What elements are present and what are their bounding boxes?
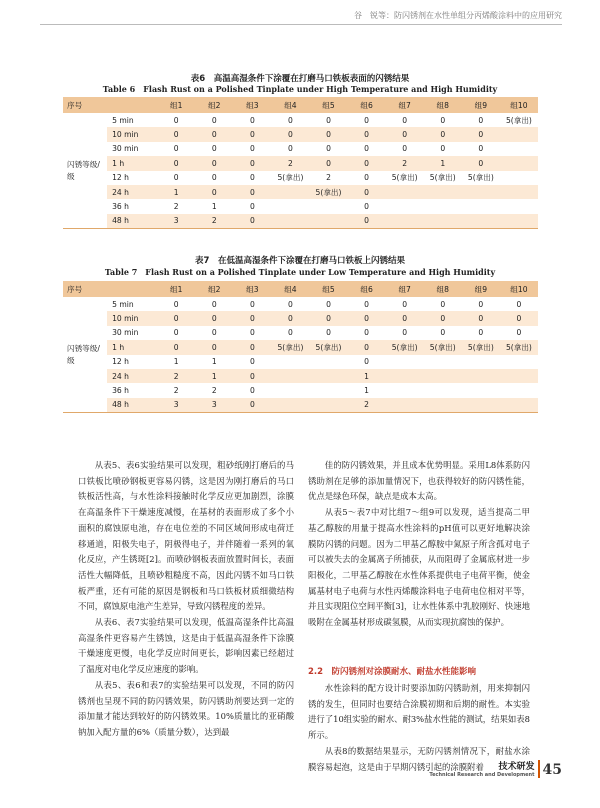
table-cell: 0 — [364, 115, 370, 125]
time-cell: 36 h — [112, 202, 129, 212]
table-cell: 0 — [233, 185, 271, 199]
table-cell — [271, 185, 309, 199]
column-header: 组9 — [462, 97, 500, 113]
table-cell — [271, 398, 309, 413]
table-row — [63, 156, 538, 170]
table-cell: 1 — [364, 386, 370, 396]
table-cell: 0 — [364, 328, 370, 338]
paragraph: 从表6、表7实验结果可以发现，低温高湿条件比高温高湿条件更容易产生锈蚀，这是由于低温高湿条件下涂膜干燥速度更慢，电化学反应时间更长，影响因素已经超过了温度对电化学反应速度的影响。 — [78, 617, 294, 675]
table-cell: 0 — [402, 144, 408, 154]
table-cell: 0 — [440, 144, 446, 154]
time-cell: 24 h — [107, 185, 157, 199]
table-cell: 0 — [309, 311, 347, 325]
table-cell: 0 — [211, 144, 217, 154]
table-cell — [424, 355, 462, 369]
table-cell — [386, 355, 424, 369]
table-cell: 0 — [271, 311, 309, 325]
table-cell: 0 — [440, 115, 446, 125]
table-cell: 0 — [478, 328, 484, 338]
time-cell: 1 h — [107, 156, 157, 170]
time-cell: 5 min — [112, 299, 134, 309]
table-cell: 5(拿出) — [505, 115, 532, 125]
table-cell: 0 — [233, 156, 271, 170]
table7-title-cn: 表7 在低温高湿条件下涂覆在打磨马口铁板上闪锈结果 — [195, 256, 405, 266]
table-cell — [386, 398, 424, 413]
table-row — [63, 214, 538, 229]
table-cell: 0 — [195, 340, 233, 354]
table-cell — [462, 383, 500, 397]
table-cell: 2 — [386, 156, 424, 170]
page-number: 45 — [542, 762, 562, 778]
table-cell — [309, 199, 347, 213]
table-cell: 0 — [233, 214, 271, 229]
table-cell: 0 — [478, 299, 484, 309]
column-header: 组8 — [424, 97, 462, 113]
table-cell — [462, 355, 500, 369]
row-group-label: 闪锈等级/级 — [63, 113, 107, 229]
paragraph: 水性涂料的配方设计时要添加防闪锈助剂，用来抑制闪锈的发生，但同时也要结合涂膜初期和后期的耐性。本实验进行了10组实验的耐水、耐3%盐水性能的测试，结果如表8所示。 — [308, 683, 530, 741]
table-cell: 3 — [157, 214, 195, 229]
table-cell — [500, 355, 538, 369]
table-cell — [386, 199, 424, 213]
table-cell: 2 — [173, 386, 179, 396]
table-cell: 2 — [326, 173, 331, 183]
table-cell: 0 — [195, 156, 233, 170]
column-header: 组2 — [195, 97, 233, 113]
table-cell: 0 — [173, 115, 179, 125]
table-cell: 3 — [157, 398, 195, 413]
table-cell: 0 — [348, 340, 386, 354]
column-header: 组9 — [462, 281, 500, 297]
table-cell — [424, 369, 462, 383]
table-cell: 0 — [500, 311, 538, 325]
table-cell: 5(拿出) — [277, 173, 304, 183]
table-cell: 0 — [516, 299, 522, 309]
paragraph: 从表5、表6和表7的实验结果可以发现，不同的防闪锈剂也呈现不同的防闪锈效果，防闪锈助剂要达到一定的添加量才能达到较好的防闪锈效果。10%质量比的亚硝酸钠加入配方量的6%（质量分数），达到最 — [78, 679, 294, 737]
table-cell: 1 — [424, 156, 462, 170]
table6 — [63, 97, 538, 229]
table-cell: 0 — [364, 357, 370, 367]
table-cell: 0 — [402, 299, 408, 309]
column-header: 组2 — [195, 281, 233, 297]
table-cell — [424, 383, 462, 397]
table-cell: 0 — [173, 299, 179, 309]
table-cell: 0 — [309, 156, 347, 170]
table-cell: 5(拿出) — [309, 340, 347, 354]
table-cell: 0 — [326, 115, 331, 125]
footer-accent-bar — [538, 760, 540, 778]
table-cell: 1 — [157, 185, 195, 199]
table-cell: 0 — [249, 299, 255, 309]
table-cell — [500, 383, 538, 397]
table-cell — [424, 185, 462, 199]
table-cell: 0 — [348, 311, 386, 325]
table-cell: 0 — [348, 185, 386, 199]
time-cell: 12 h — [112, 173, 129, 183]
table-cell — [500, 127, 538, 141]
time-cell: 5 min — [112, 115, 134, 125]
table-cell: 0 — [348, 127, 386, 141]
table-cell: 0 — [173, 173, 179, 183]
table-row — [63, 340, 538, 354]
table-cell: 0 — [233, 369, 271, 383]
table-cell: 5(拿出) — [386, 340, 424, 354]
table-cell: 2 — [173, 202, 179, 212]
column-header: 组7 — [386, 97, 424, 113]
time-cell: 24 h — [107, 369, 157, 383]
column-header: 序号 — [63, 97, 157, 113]
column-header: 组5 — [309, 281, 347, 297]
page-footer — [429, 759, 562, 778]
table-row — [63, 326, 538, 340]
table-cell: 0 — [249, 386, 255, 396]
table-row — [63, 127, 538, 141]
table-cell — [500, 142, 538, 156]
time-cell: 30 min — [112, 328, 139, 338]
paragraph: 从表8的数据结果显示，无防闪锈剂情况下，耐盐水涂膜容易起泡，这是由于早期闪锈引起的涂膜附着 — [308, 745, 530, 772]
table-cell: 1 — [211, 357, 217, 367]
table-row — [63, 311, 538, 325]
table-cell — [309, 398, 347, 413]
table-row — [63, 185, 538, 199]
column-header: 组3 — [233, 281, 271, 297]
table-cell: 0 — [462, 311, 500, 325]
table-cell: 5(拿出) — [500, 340, 538, 354]
table-cell: 0 — [364, 144, 370, 154]
table-cell: 0 — [326, 144, 331, 154]
table-cell: 0 — [211, 173, 217, 183]
time-cell: 1 h — [107, 340, 157, 354]
column-header: 组6 — [348, 97, 386, 113]
table-cell — [462, 199, 500, 213]
table-cell — [500, 398, 538, 413]
table-cell: 1 — [211, 202, 217, 212]
time-cell: 36 h — [112, 386, 129, 396]
table-cell: 0 — [249, 202, 255, 212]
column-header: 组4 — [271, 281, 309, 297]
table-cell — [500, 199, 538, 213]
table-cell: 0 — [288, 144, 293, 154]
table-row — [63, 199, 538, 213]
table-cell: 0 — [288, 115, 293, 125]
table-cell: 0 — [211, 299, 217, 309]
table-cell: 0 — [157, 340, 195, 354]
time-cell: 30 min — [112, 144, 139, 154]
table-cell — [309, 214, 347, 229]
table-cell: 0 — [424, 311, 462, 325]
table-cell — [309, 369, 347, 383]
table-cell — [500, 171, 538, 185]
table-cell: 0 — [364, 173, 370, 183]
table-cell: 0 — [478, 144, 484, 154]
header-rule — [40, 24, 562, 25]
table-cell: 2 — [348, 398, 386, 413]
table-row — [63, 355, 538, 369]
table-cell: 1 — [348, 369, 386, 383]
column-header: 组5 — [309, 97, 347, 113]
table-cell: 0 — [195, 127, 233, 141]
table-row — [63, 369, 538, 383]
table-cell — [309, 383, 347, 397]
table-cell: 0 — [233, 311, 271, 325]
time-cell: 10 min — [107, 311, 157, 325]
table-cell: 0 — [462, 127, 500, 141]
table-cell: 0 — [348, 214, 386, 229]
table-cell: 0 — [249, 115, 255, 125]
table-cell — [462, 398, 500, 413]
table-cell: 0 — [348, 156, 386, 170]
column-header: 组8 — [424, 281, 462, 297]
column-header: 序号 — [63, 281, 157, 297]
table-cell: 0 — [195, 311, 233, 325]
table-cell — [309, 355, 347, 369]
table-cell: 0 — [402, 328, 408, 338]
table-cell — [500, 369, 538, 383]
table-cell: 5(拿出) — [429, 173, 456, 183]
table-cell — [462, 369, 500, 383]
time-cell: 48 h — [107, 398, 157, 413]
table-row — [63, 113, 538, 127]
table-cell — [271, 199, 309, 213]
right-column — [308, 458, 530, 631]
section-heading: 2.2 防闪锈剂对涂膜耐水、耐盐水性能影响 — [308, 667, 477, 677]
table-row — [63, 398, 538, 413]
table-cell — [271, 369, 309, 383]
table-cell: 0 — [516, 328, 522, 338]
table-cell — [462, 185, 500, 199]
table-cell: 5(拿出) — [462, 340, 500, 354]
row-group-label: 闪锈等级/级 — [63, 297, 107, 413]
table-cell: 5(拿出) — [309, 185, 347, 199]
table-cell: 5(拿出) — [467, 173, 494, 183]
table-cell — [386, 383, 424, 397]
paragraph: 从表5～表7中对比组7～组9可以发现，适当提高二甲基乙醇胺的用量于提高水性涂料的pH值可以更好地解决涂膜防闪锈的问题。因为二甲基乙醇胺中氮原子所含孤对电子可以被失去的金属离子所捕获，从而阻碍了金属底材进一步阳极化，二甲基乙醇胺在水性体系提供电子电荷平衡，使金属基材电子电荷与水性丙烯酸涂料电子电荷电位相对平等，并且实现阻位空间平衡[3]，让水性体系中乳胶刚好、快速地吸附在金属基材形成碳氢膜，从而实现抗腐蚀的保护。 — [308, 507, 530, 628]
table-cell: 0 — [173, 328, 179, 338]
table-cell: 2 — [211, 386, 217, 396]
table-cell — [500, 185, 538, 199]
column-header: 组4 — [271, 97, 309, 113]
table7 — [63, 281, 538, 413]
table-cell: 0 — [249, 144, 255, 154]
column-header: 组10 — [500, 281, 538, 297]
table-cell: 1 — [173, 357, 179, 367]
table-cell: 5(拿出) — [424, 340, 462, 354]
table-cell: 0 — [271, 127, 309, 141]
time-cell: 12 h — [112, 357, 129, 367]
table-cell: 0 — [157, 127, 195, 141]
table-cell: 0 — [402, 115, 408, 125]
table-cell: 0 — [249, 173, 255, 183]
footer-section — [429, 759, 534, 778]
table-cell — [424, 214, 462, 229]
table-cell — [386, 369, 424, 383]
table-cell — [462, 214, 500, 229]
column-header: 组3 — [233, 97, 271, 113]
table-cell: 0 — [440, 328, 446, 338]
running-header: 谷 锐等：防闪锈剂在水性单组分丙烯酸涂料中的应用研究 — [354, 11, 562, 20]
table-cell: 0 — [195, 185, 233, 199]
column-header: 组10 — [500, 97, 538, 113]
table-cell: 2 — [195, 214, 233, 229]
table-cell — [386, 185, 424, 199]
table7-title-en: Table 7 Flash Rust on a Polished Tinplate under Low Temperature and High Humidity — [104, 267, 496, 277]
table-cell: 0 — [157, 311, 195, 325]
table-cell: 0 — [326, 328, 331, 338]
table-cell — [424, 398, 462, 413]
paragraph: 佳的防闪锈效果，并且成本优势明显。采用L8体系防闪锈助剂在足够的添加量情况下，也获得较好的防闪锈性能，优点是绿色环保，缺点是成本太高。 — [308, 460, 530, 502]
table-cell — [386, 214, 424, 229]
table-cell: 0 — [157, 156, 195, 170]
column-header: 组7 — [386, 281, 424, 297]
time-cell: 48 h — [107, 214, 157, 229]
column-header: 组6 — [348, 281, 386, 297]
table-cell: 0 — [233, 127, 271, 141]
table-cell: 0 — [288, 299, 293, 309]
table-cell: 0 — [440, 299, 446, 309]
footer-section-cn: 技术研发 — [498, 762, 535, 772]
table-cell: 3 — [195, 398, 233, 413]
table-cell — [271, 214, 309, 229]
table-cell: 0 — [364, 202, 370, 212]
table-cell: 0 — [364, 299, 370, 309]
table-cell: 0 — [211, 328, 217, 338]
column-header: 组1 — [157, 97, 195, 113]
table6-title-cn: 表6 高温高湿条件下涂覆在打磨马口铁板表面的闪锈结果 — [190, 74, 410, 84]
table-cell — [500, 156, 538, 170]
table6-title-en: Table 6 Flash Rust on a Polished Tinplate under High Temperature and High Humidity — [102, 84, 498, 94]
table-cell: 0 — [309, 127, 347, 141]
table-row — [63, 383, 538, 397]
footer-section-en: Technical Research and Development — [429, 772, 535, 778]
table-cell: 5(拿出) — [271, 340, 309, 354]
table-cell: 0 — [386, 311, 424, 325]
table-cell: 0 — [173, 144, 179, 154]
table-cell: 0 — [386, 127, 424, 141]
table-cell: 5(拿出) — [391, 173, 418, 183]
table-cell: 2 — [157, 369, 195, 383]
table-cell: 0 — [233, 340, 271, 354]
table-row — [63, 297, 538, 311]
table-cell: 0 — [288, 328, 293, 338]
paragraph: 从表5、表6实验结果可以发现，粗砂纸刚打磨后的马口铁板比喷砂钢板更容易闪锈，这是因为刚打磨后的马口铁板活性高，与水性涂料接触时化学反应更加剧烈，涂膜在高温条件下干燥速度减慢，在基材的表面形成了多个小面积的腐蚀原电池，存在电位差的不同区域间形成电荷迁移通道，阳极失电子，阴极得电子，并伴随着一系列的氧化反应，产生锈斑[2]。而喷砂钢板表面放置时间长，表面活性大幅降低，且喷砂粗糙度不高，因此闪锈不如马口铁板严重，还有可能的原因是钢板和马口铁板材质细微结构不同，腐蚀原电池产生差异，导致闪锈程度的差异。 — [78, 460, 294, 612]
table-cell: 1 — [195, 369, 233, 383]
time-cell: 10 min — [107, 127, 157, 141]
left-column — [78, 458, 294, 741]
table-row — [63, 142, 538, 156]
table-cell: 2 — [271, 156, 309, 170]
table-cell: 0 — [233, 398, 271, 413]
table-cell — [424, 199, 462, 213]
table-cell: 0 — [249, 328, 255, 338]
table-cell: 0 — [478, 115, 484, 125]
table-cell: 0 — [424, 127, 462, 141]
table-cell — [500, 214, 538, 229]
table-cell: 0 — [462, 156, 500, 170]
column-header: 组1 — [157, 281, 195, 297]
table-cell — [271, 383, 309, 397]
table-cell: 0 — [211, 115, 217, 125]
table-row — [63, 171, 538, 185]
table-cell: 0 — [326, 299, 331, 309]
table-cell: 0 — [249, 357, 255, 367]
table-cell — [271, 355, 309, 369]
